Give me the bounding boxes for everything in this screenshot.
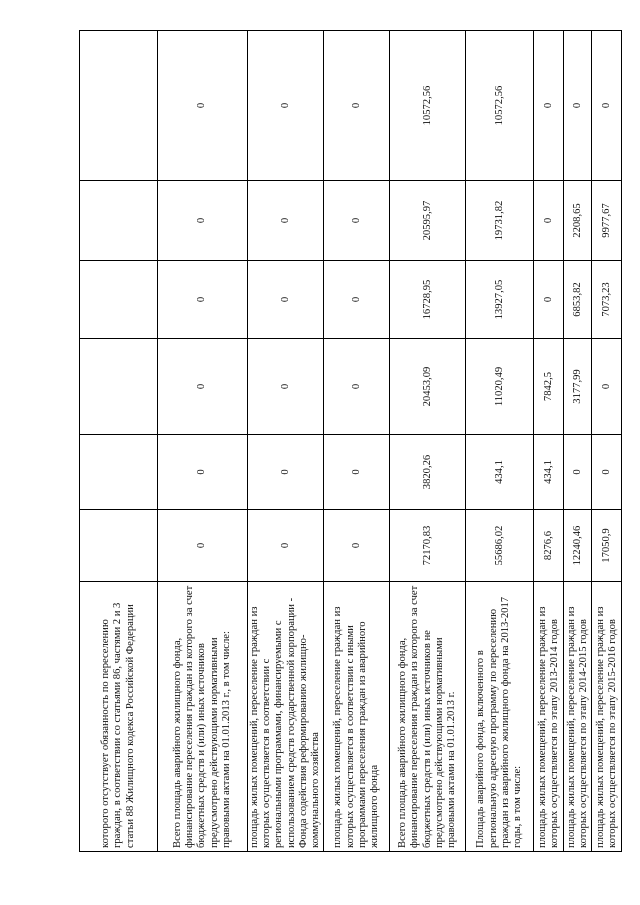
value-cell: 434,1	[534, 435, 564, 510]
value-cell: 0	[324, 510, 390, 582]
value-cell: 0	[564, 435, 592, 510]
value-cell: 0	[248, 435, 324, 510]
row-description: площадь жилых помещений, переселение граждан из которых осуществляется в соответствии с региональными программами, финансируемыми с использованием средств государственной корпорации - Фонда содействия реформированию жилищно-коммунального хозяйства	[248, 582, 324, 852]
value-cell: 0	[158, 435, 248, 510]
value-cell: 0	[534, 31, 564, 181]
value-cell: 2208,65	[564, 181, 592, 261]
value-cell: 11020,49	[466, 339, 534, 435]
value-cell: 20453,09	[390, 339, 466, 435]
value-cell: 434,1	[466, 435, 534, 510]
value-cell: 0	[592, 435, 622, 510]
value-cell: 0	[158, 261, 248, 339]
row-description: Всего площадь аварийного жилищного фонда, финансирование переселения граждан из которого за счет бюджетных средств и (или) иных источников не предусмотрено действующими нормативными правовыми актами на 01.01.2013 г.	[390, 582, 466, 852]
value-cell: 8276,6	[534, 510, 564, 582]
value-cell: 17050,9	[592, 510, 622, 582]
value-cell: 0	[248, 181, 324, 261]
value-cell: 0	[248, 261, 324, 339]
value-cell: 3177,99	[564, 339, 592, 435]
value-cell: 9977,67	[592, 181, 622, 261]
value-cell: 19731,82	[466, 181, 534, 261]
value-cell: 0	[158, 510, 248, 582]
value-cell: 0	[324, 339, 390, 435]
value-cell: 0	[158, 31, 248, 181]
table-row	[324, 31, 390, 852]
table-row	[466, 31, 534, 852]
value-cell	[80, 510, 158, 582]
value-cell: 0	[248, 339, 324, 435]
value-cell: 20595,97	[390, 181, 466, 261]
value-cell	[80, 181, 158, 261]
value-cell	[80, 435, 158, 510]
value-cell	[80, 261, 158, 339]
value-cell: 0	[564, 31, 592, 181]
value-cell: 12240,46	[564, 510, 592, 582]
row-description: площадь жилых помещений, переселение граждан из которых осуществляется по этапу 2015-2016 годов	[592, 582, 622, 852]
value-cell	[80, 31, 158, 181]
value-cell: 0	[324, 435, 390, 510]
value-cell	[80, 339, 158, 435]
value-cell: 16728,95	[390, 261, 466, 339]
value-cell: 7073,23	[592, 261, 622, 339]
row-description: которого отсутствует обязанность по переселению граждан, в соответствии со статьями 86, частями 2 и 3 статьи 88 Жилищного кодекса Российской Федерации	[80, 582, 158, 852]
value-cell: 0	[158, 339, 248, 435]
row-description: площадь жилых помещений, переселение граждан из которых осуществляется в соответствии с иными программами переселения граждан из аварийного жилищного фонда	[324, 582, 390, 852]
value-cell: 3820,26	[390, 435, 466, 510]
row-description: Площадь аварийного фонда, включенного в региональную адресную программу по переселению граждан из аварийного жилищного фонда на 2013-2017 годы, в том числе:	[466, 582, 534, 852]
value-cell: 0	[248, 31, 324, 181]
table-row	[534, 31, 564, 852]
table-row	[564, 31, 592, 852]
value-cell: 72170,83	[390, 510, 466, 582]
value-cell: 0	[534, 181, 564, 261]
value-cell: 7842,5	[534, 339, 564, 435]
table-row	[80, 31, 158, 852]
value-cell: 0	[592, 339, 622, 435]
value-cell: 0	[324, 261, 390, 339]
value-cell: 0	[592, 31, 622, 181]
rotated-table-wrapper	[79, 31, 618, 852]
value-cell: 0	[248, 510, 324, 582]
table-row	[592, 31, 622, 852]
value-cell: 55686,02	[466, 510, 534, 582]
housing-fund-table	[79, 30, 622, 852]
value-cell: 0	[158, 181, 248, 261]
value-cell: 10572,56	[466, 31, 534, 181]
table-row	[390, 31, 466, 852]
value-cell: 10572,56	[390, 31, 466, 181]
table-row	[158, 31, 248, 852]
table-row	[248, 31, 324, 852]
row-description: Всего площадь аварийного жилищного фонда, финансирование переселения граждан из которого за счет бюджетных средств и (или) иных источников предусмотрено действующими нормативными правовыми актами на 01.01.2013 г., в том числе:	[158, 582, 248, 852]
value-cell: 0	[324, 31, 390, 181]
value-cell: 6853,82	[564, 261, 592, 339]
value-cell: 0	[324, 181, 390, 261]
row-description: площадь жилых помещений, переселение граждан из которых осуществляется по этапу 2014-2015 годов	[564, 582, 592, 852]
value-cell: 13927,05	[466, 261, 534, 339]
value-cell: 0	[534, 261, 564, 339]
row-description: площадь жилых помещений, переселение граждан из которых осуществляется по этапу 2013-2014 годов	[534, 582, 564, 852]
